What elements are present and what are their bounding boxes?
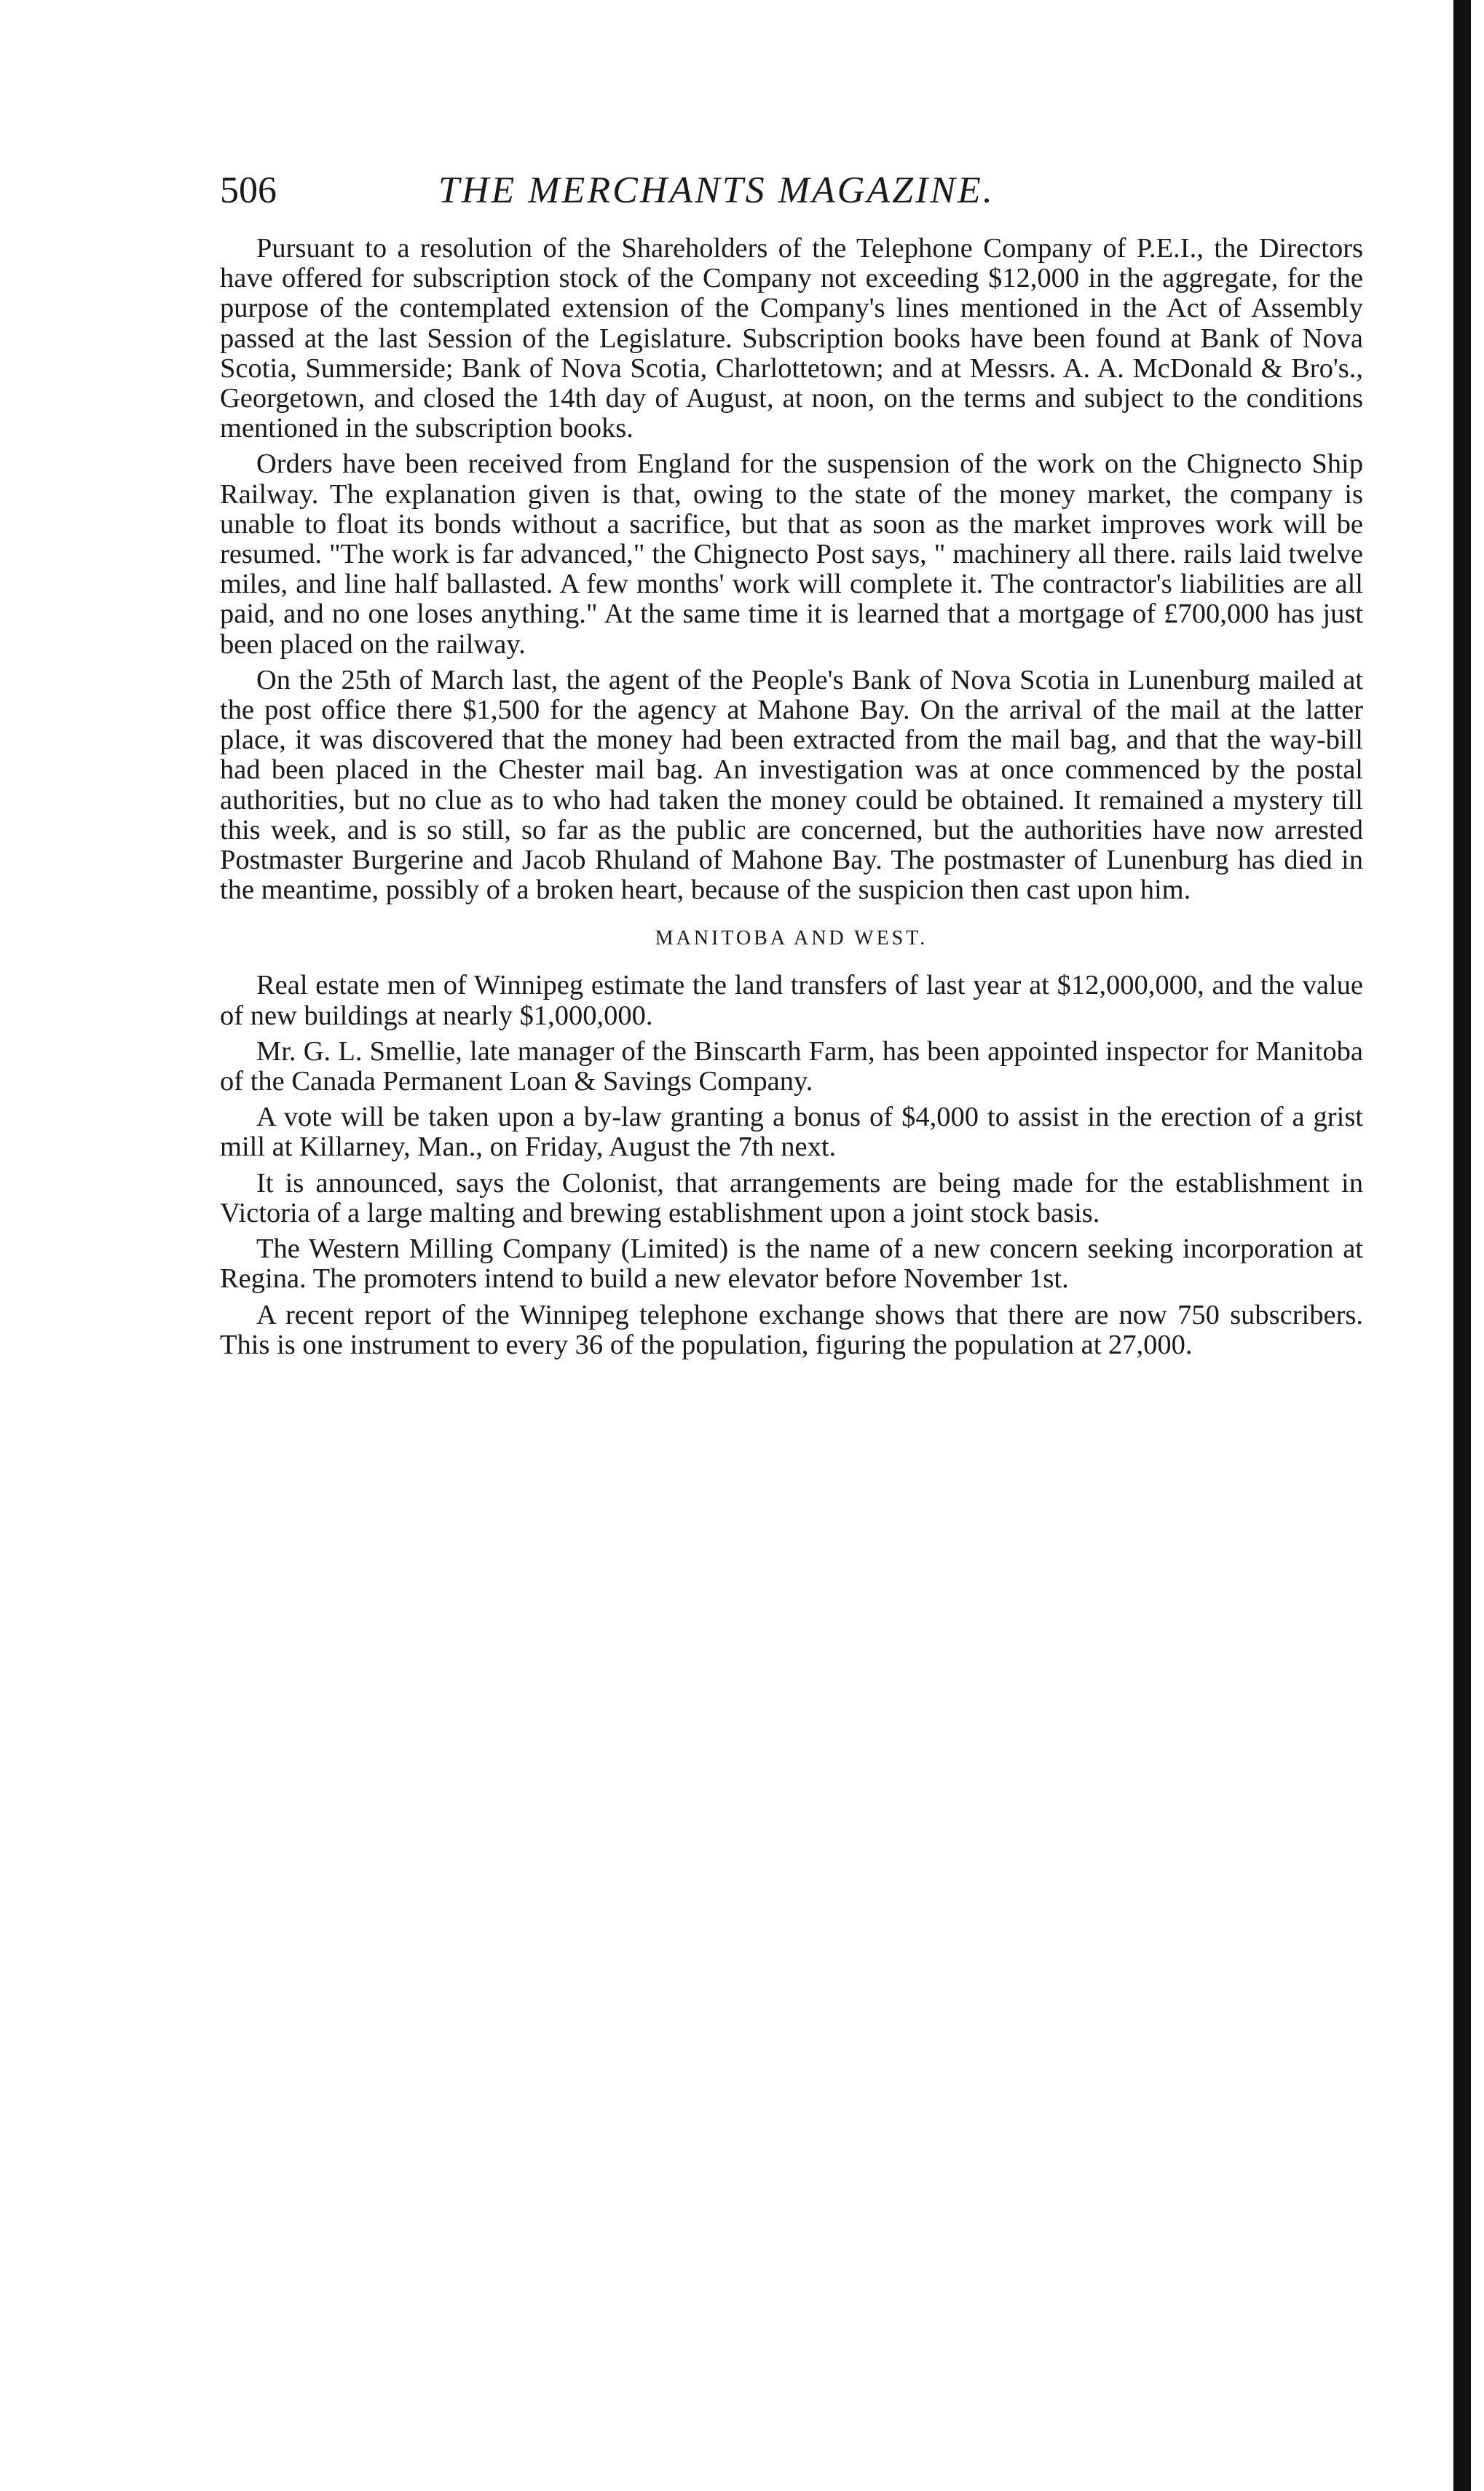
- paragraph-winnipeg-real-estate: Real estate men of Winnipeg estimate the land transfers of last year at $12,000,000, and the value of new buildings at nearly $1,000,000.: [220, 970, 1363, 1031]
- paragraph-mail-theft: On the 25th of March last, the agent of the People's Bank of Nova Scotia in Lunenburg mailed at the post office there $1,500 for the agency at Mahone Bay. On the arrival of the mail at the latter place, it was discovered that the money had been extracted from the mail bag, and that the way-bill had been placed in the Chester mail bag. An investigation was at once commenced by the postal authorities, but no clue as to who had taken the money could be obtained. It remained a mystery till this week, and is so still, so far as the public are concerned, but the authorities have now arrested Postmaster Burgerine and Jacob Rhuland of Mahone Bay. The postmaster of Lunenburg has died in the meantime, possibly of a broken heart, because of the suspicion then cast upon him.: [220, 664, 1363, 906]
- paragraph-chignecto-railway: Orders have been received from England for the suspension of the work on the Chignecto Ship Railway. The explanation given is that, owing to the state of the money market, the company is unable to float its bonds without a sacrifice, but that as soon as the market improves work will be resumed. "The work is far advanced," the Chignecto Post says, " machinery all there. rails laid twelve miles, and line half ballasted. A few months' work will complete it. The contractor's liabilities are all paid, and no one loses anything." At the same time it is learned that a mortgage of £700,000 has just been placed on the railway.: [220, 449, 1363, 660]
- paragraph-telephone-company: Pursuant to a resolution of the Shareholders of the Telephone Company of P.E.I., the Directors have offered for subscription stock of the Company not exceeding $12,000 in the aggregate, for the purpose of the contemplated extension of the Company's lines mentioned in the Act of Assembly passed at the last Session of the Legislature. Subscription books have been found at Bank of Nova Scotia, Summerside; Bank of Nova Scotia, Charlottetown; and at Messrs. A. A. McDonald & Bro's., Georgetown, and closed the 14th day of August, at noon, on the terms and subject to the conditions mentioned in the subscription books.: [220, 233, 1363, 444]
- paragraph-telephone-exchange: A recent report of the Winnipeg telephone exchange shows that there are now 750 subscribers. This is one instrument to every 36 of the population, figuring the population at 27,000.: [220, 1299, 1363, 1360]
- page-edge-rule: [1453, 0, 1471, 2491]
- section-heading: MANITOBA AND WEST.: [655, 927, 928, 950]
- paragraph-western-milling: The Western Milling Company (Limited) is the name of a new concern seeking incorporation at Regina. The promoters intend to build a new elevator before November 1st.: [220, 1233, 1363, 1295]
- paragraph-grist-mill-vote: A vote will be taken upon a by-law granting a bonus of $4,000 to assist in the erection of a grist mill at Killarney, Man., on Friday, August the 7th next.: [220, 1102, 1363, 1163]
- page-number: 506: [220, 170, 277, 211]
- running-title: THE MERCHANTS MAGAZINE.: [438, 170, 995, 211]
- paragraph-smellie-appointment: Mr. G. L. Smellie, late manager of the Binscarth Farm, has been appointed inspector for Manitoba of the Canada Permanent Loan & Savings Company.: [220, 1035, 1363, 1097]
- paragraph-victoria-brewery: It is announced, says the Colonist, that arrangements are being made for the establishment in Victoria of a large malting and brewing establishment upon a joint stock basis.: [220, 1167, 1363, 1228]
- magazine-page: [220, 169, 1363, 1366]
- page-header: [220, 169, 1363, 212]
